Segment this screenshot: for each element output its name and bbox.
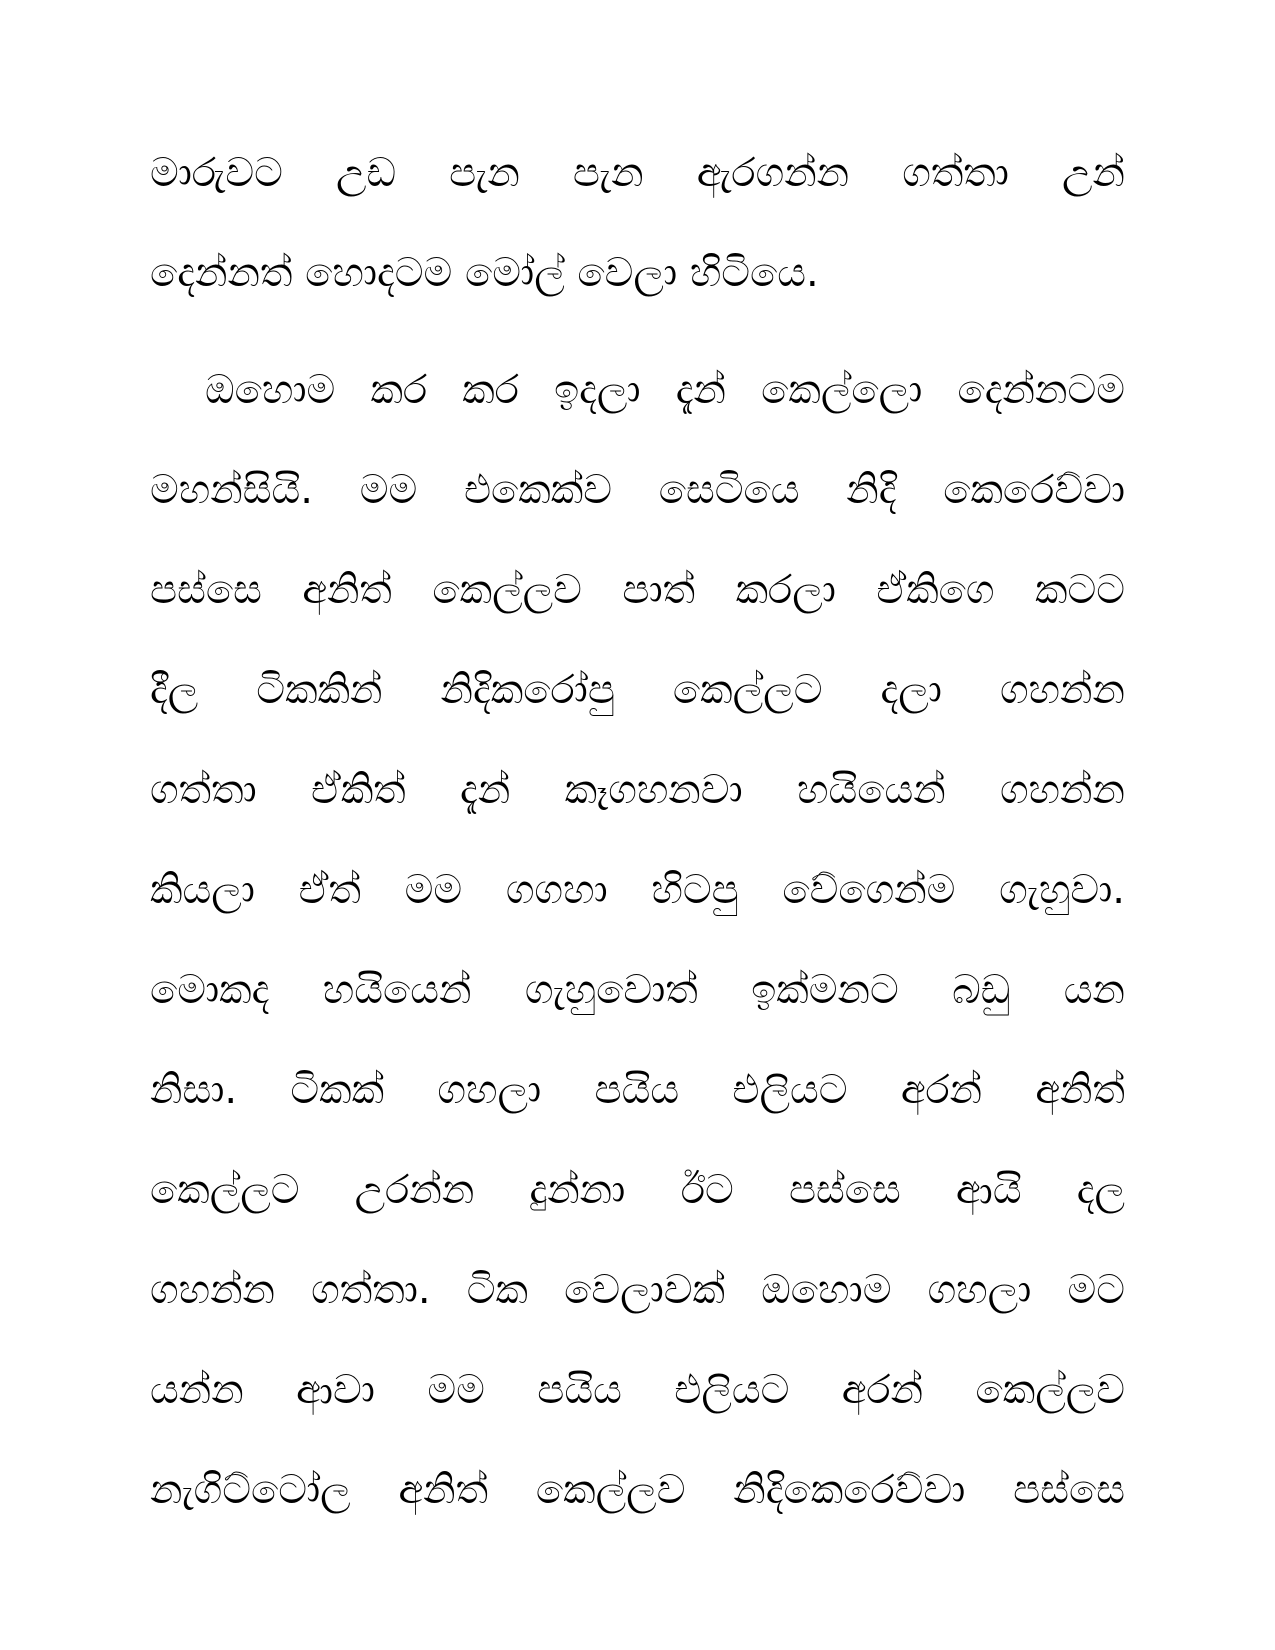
text-line: ගහන්න ගත්තා. ටික වෙලාවක් ඔහොම ගහලා මට [150,1267,1125,1313]
text-line: මාරුවට උඩ පැන පැන ඇරගන්න ගත්තා උන් [150,150,1125,196]
text-line: පස්සෙ අනිත් කෙල්ලව පාත් කරලා ඒකිගෙ කටට [150,567,1125,613]
text-line: කෙල්ලට උරන්න දුන්නා ඊට පස්සෙ ආයි දල [150,1167,1125,1213]
text-line: ඔහොම කර කර ඉදලා දැන් කෙල්ලො දෙන්නටම [205,367,1125,413]
text-line: ගත්තා ඒකිත් දැන් කෑගහනවා හයියෙන් ගහන්න [150,767,1125,813]
text-line: මහන්සියි. මම එකෙක්ව සෙටියෙ නිදි කෙරෙව්වා [150,467,1125,513]
text-line: යන්න ආවා මම පයිය එලියට අරන් කෙල්ලව [150,1367,1125,1413]
text-line: දෙන්නත් හොදටම මෝල් වෙලා හිටියෙ. [150,250,819,296]
text-line: නිසා. ටිකක් ගහලා පයිය එලියට අරන් අනිත් [150,1067,1125,1113]
text-line: මොකද හයියෙන් ගැහුවොත් ඉක්මනට බඩු යන [150,967,1125,1013]
text-line: නැගිට්ටෝල අනිත් කෙල්ලව නිදිකෙරෙව්වා පස්සෙ [150,1467,1125,1513]
paragraph-2 [150,362,1125,1562]
text-line: දීල ටිකකින් නිදිකරෝපු කෙල්ලට දලා ගහන්න [150,667,1125,713]
text-line: කියලා ඒත් මම ගගහා හිටපු වේගෙන්ම ගැහුවා. [150,867,1125,913]
paragraph-1 [150,145,1125,345]
